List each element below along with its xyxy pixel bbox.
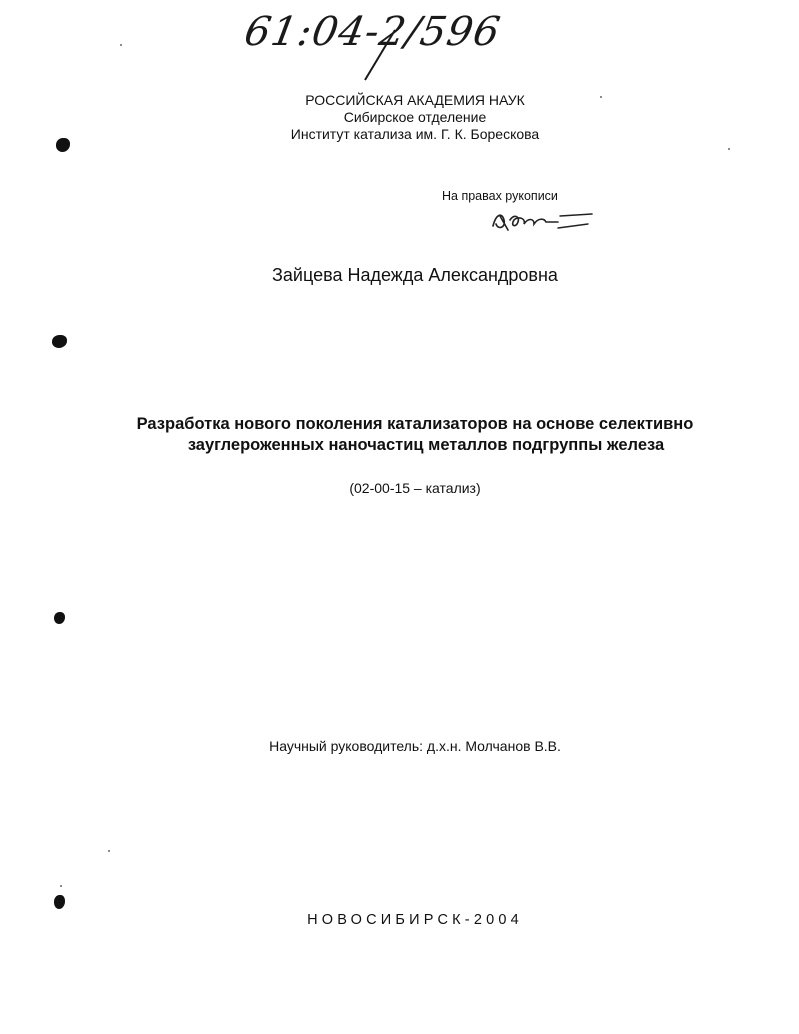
handwritten-slash-stroke (245, 8, 475, 83)
academy-name: РОССИЙСКАЯ АКАДЕМИЯ НАУК (305, 92, 525, 108)
thesis-title-line-1: Разработка нового поколения катализаторов на основе селективно (136, 415, 694, 433)
institute-name: Институт катализа им. Г. К. Борескова (290, 126, 540, 142)
handwritten-archive-code (240, 8, 505, 78)
scan-speck (108, 850, 110, 852)
author-signature (488, 206, 598, 236)
author-name: Зайцева Надежда Александровна (272, 265, 558, 285)
handwritten-code-text: 61:04-2/596 (240, 9, 505, 55)
scientific-supervisor: Научный руководитель: д.х.н. Молчанов В.В. (269, 738, 561, 754)
organization-block (200, 92, 630, 143)
scan-speck (600, 96, 602, 98)
thesis-title (100, 414, 730, 456)
scan-speck (60, 885, 62, 887)
specialty-code: (02-00-15 – катализ) (349, 480, 481, 496)
punch-hole-mark (52, 335, 67, 348)
scan-speck (728, 148, 730, 150)
manuscript-rights: На правах рукописи (442, 189, 558, 203)
branch-name: Сибирское отделение (343, 109, 487, 125)
thesis-title-line-2: зауглероженных наночастиц металлов подгруппы железа (187, 436, 665, 454)
scan-speck (120, 44, 122, 46)
punch-hole-mark (54, 612, 65, 624)
punch-hole-mark (54, 895, 65, 909)
city-year: НОВОСИБИРСК-2004 (307, 912, 523, 928)
punch-hole-mark (56, 138, 70, 152)
